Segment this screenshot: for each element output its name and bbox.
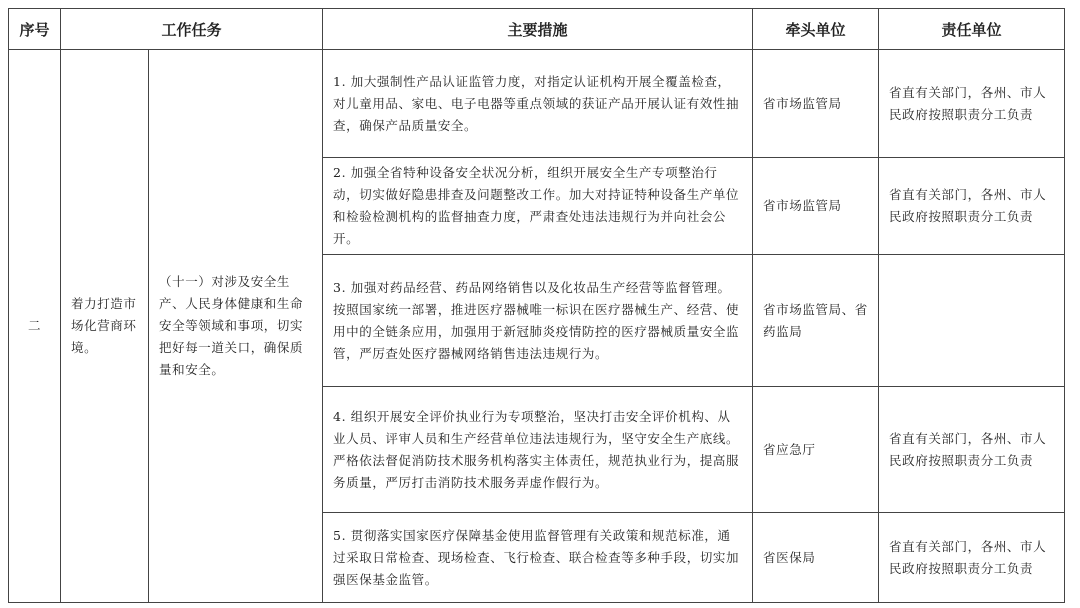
responsible-unit-cell: 省直有关部门，各州、市人民政府按照职责分工负责: [879, 158, 1065, 255]
lead-unit-cell: 省市场监管局: [753, 158, 879, 255]
responsible-unit-cell: 省直有关部门，各州、市人民政府按照职责分工负责: [879, 513, 1065, 603]
measure-cell: 1. 加大强制性产品认证监管力度，对指定认证机构开展全覆盖检查，对儿童用品、家电、电子电器等重点领域的获证产品开展认证有效性抽查，确保产品质量安全。: [323, 50, 753, 158]
lead-unit-cell: 省医保局: [753, 513, 879, 603]
lead-unit-cell: 省市场监管局: [753, 50, 879, 158]
measures-table: [8, 8, 1065, 603]
responsible-unit-cell: 省直有关部门，各州、市人民政府按照职责分工负责: [879, 50, 1065, 158]
header-task: 工作任务: [61, 9, 323, 50]
header-measures: 主要措施: [323, 9, 753, 50]
group-number: 二: [9, 50, 61, 603]
lead-unit-cell: 省应急厅: [753, 387, 879, 513]
responsible-unit-cell: [879, 255, 1065, 387]
measure-cell: 4. 组织开展安全评价执业行为专项整治，坚决打击安全评价机构、从业人员、评审人员和生产经营单位违法违规行为，坚守安全生产底线。严格依法督促消防技术服务机构落实主体责任，规范执业行为，提高服务质量，严厉打击消防技术服务弄虚作假行为。: [323, 387, 753, 513]
measure-cell: 3. 加强对药品经营、药品网络销售以及化妆品生产经营等监督管理。按照国家统一部署，推进医疗器械唯一标识在医疗器械生产、经营、使用中的全链条应用，加强用于新冠肺炎疫情防控的医疗器械质量安全监管，严厉查处医疗器械网络销售违法违规行为。: [323, 255, 753, 387]
lead-unit-cell: 省市场监管局、省药监局: [753, 255, 879, 387]
group-task: 着力打造市场化营商环境。: [61, 50, 149, 603]
table-row: [9, 50, 1065, 158]
header-no: 序号: [9, 9, 61, 50]
measure-cell: 2. 加强全省特种设备安全状况分析，组织开展安全生产专项整治行动，切实做好隐患排查及问题整改工作。加大对持证特种设备生产单位和检验检测机构的监督抽查力度，严肃查处违法违规行为并向社会公开。: [323, 158, 753, 255]
header-resp: 责任单位: [879, 9, 1065, 50]
measure-cell: 5. 贯彻落实国家医疗保障基金使用监督管理有关政策和规范标准，通过采取日常检查、现场检查、飞行检查、联合检查等多种手段，切实加强医保基金监管。: [323, 513, 753, 603]
header-lead: 牵头单位: [753, 9, 879, 50]
header-row: [9, 9, 1065, 50]
group-subtask: （十一）对涉及安全生产、人民身体健康和生命安全等领域和事项，切实把好每一道关口，确保质量和安全。: [149, 50, 323, 603]
responsible-unit-cell: 省直有关部门，各州、市人民政府按照职责分工负责: [879, 387, 1065, 513]
